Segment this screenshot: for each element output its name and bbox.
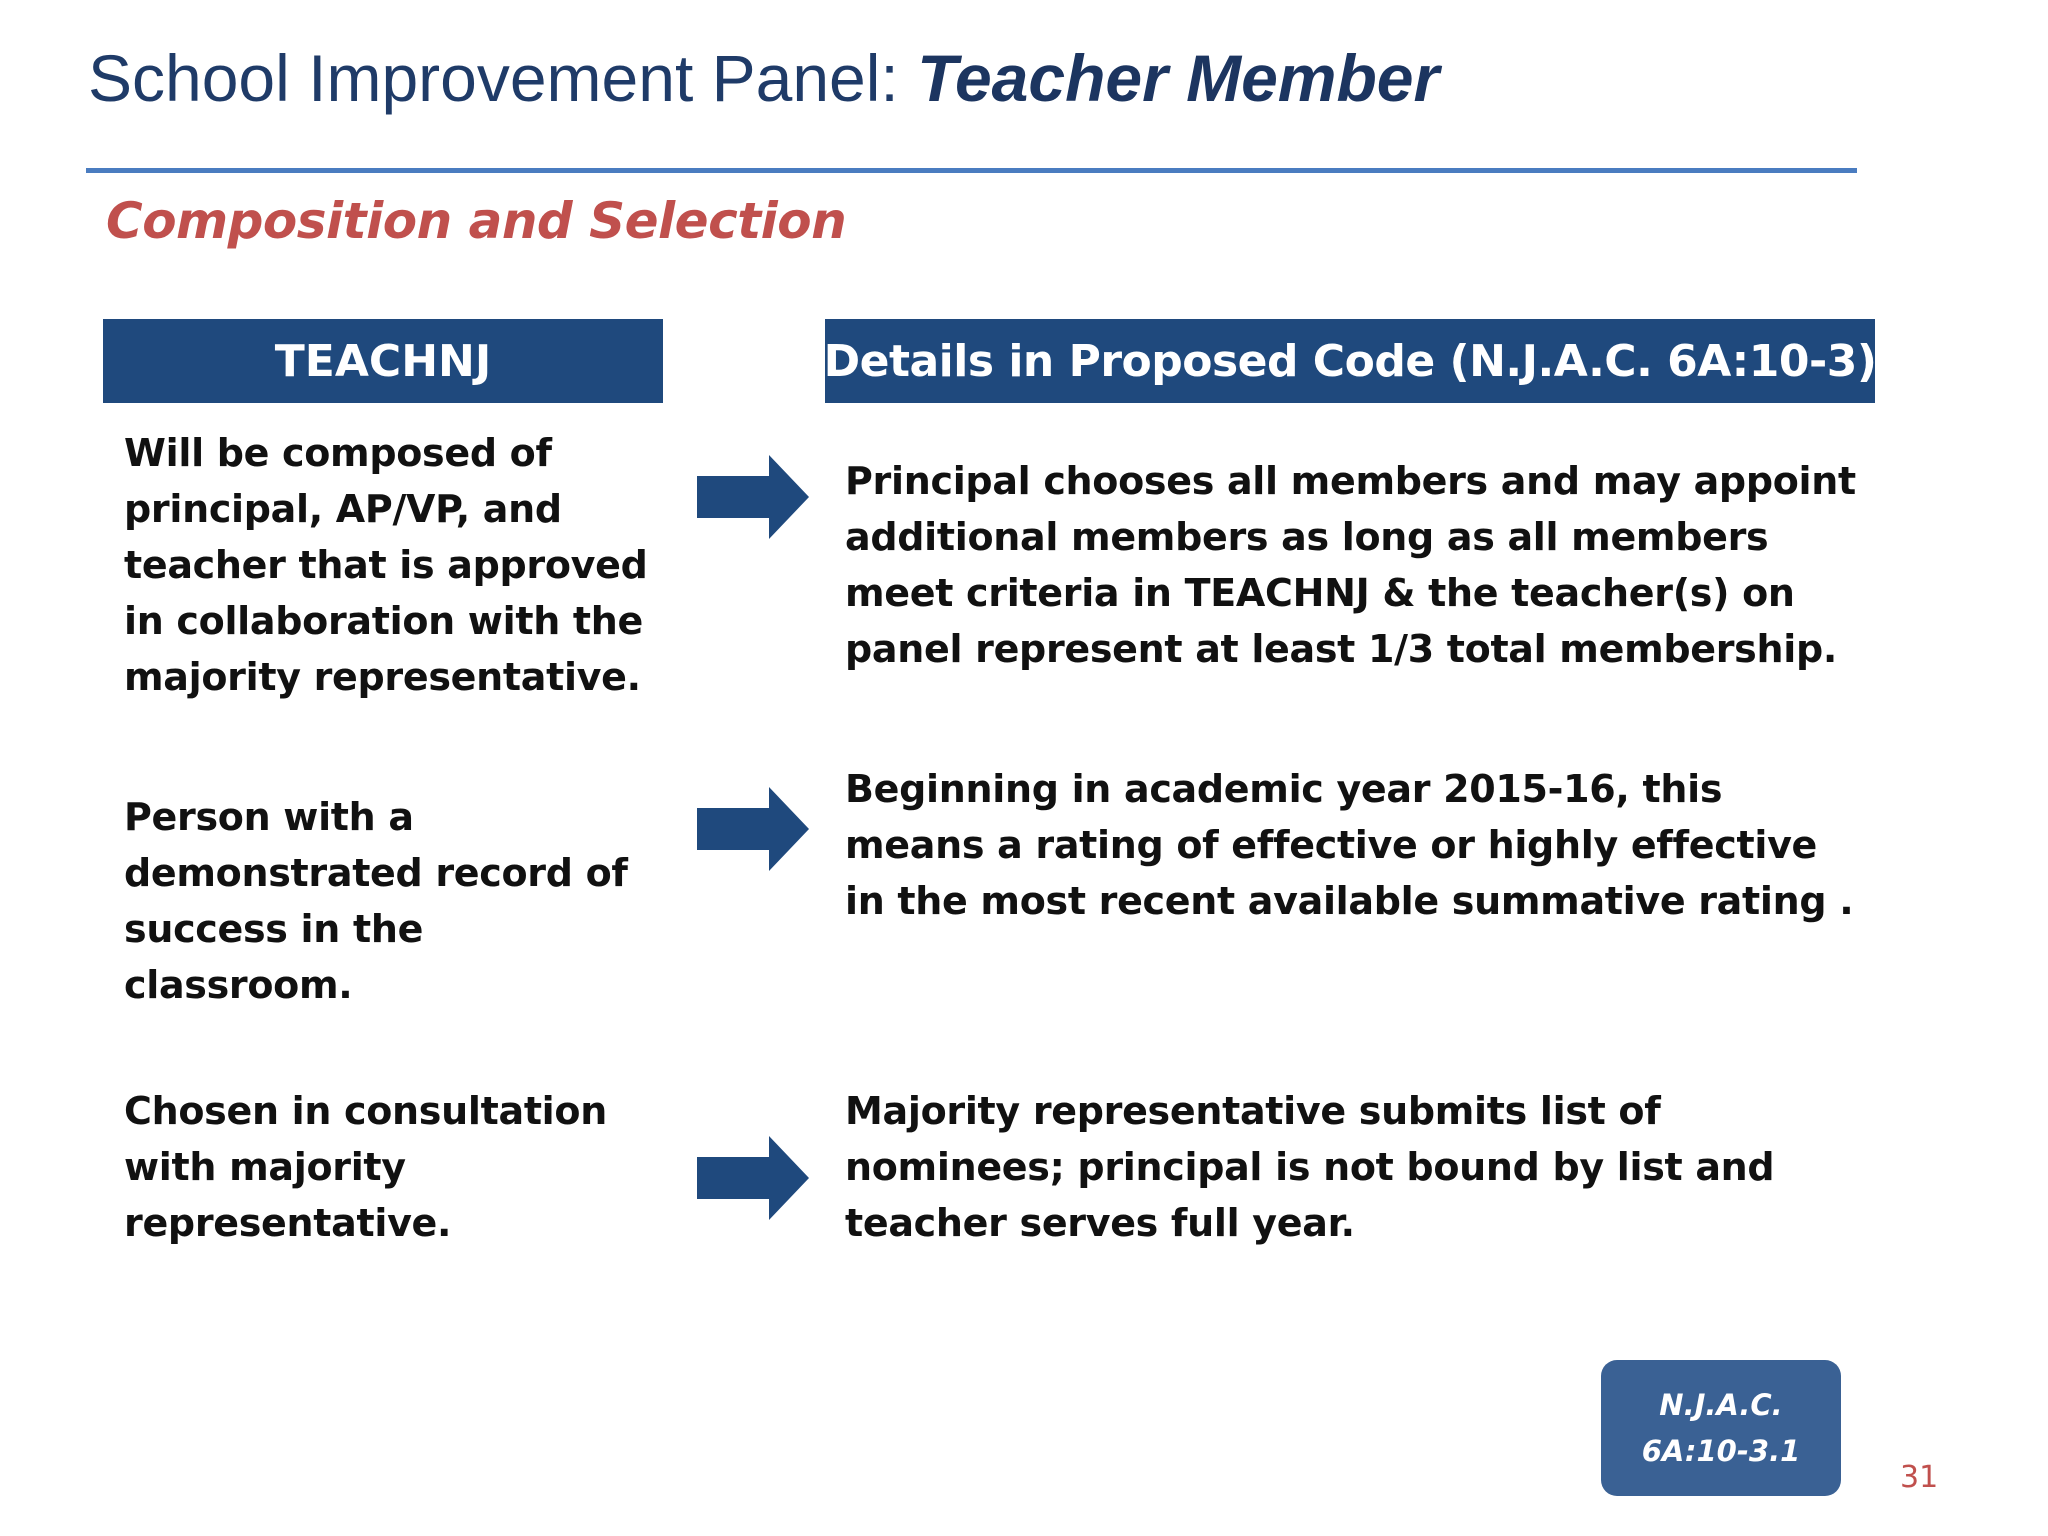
teachnj-row-1: Will be composed of principal, AP/VP, and teacher that is approved in collaboration with the majority representative. xyxy=(124,431,648,699)
slide-title-main: School Improvement Panel: xyxy=(88,41,918,115)
citation-badge xyxy=(1601,1360,1841,1496)
right-arrow-icon xyxy=(697,455,809,539)
citation-badge-line-2: 6A:10-3.1 xyxy=(1641,1434,1801,1468)
teachnj-column-header: TEACHNJ xyxy=(103,319,663,403)
details-row-3: Majority representative submits list of nominees; principal is not bound by list and teacher serves full year. xyxy=(845,1089,1775,1245)
details-row-1: Principal chooses all members and may appoint additional members as long as all members meet criteria in TEACHNJ & the teacher(s) on panel represent at least 1/3 total membership. xyxy=(845,459,1856,671)
teachnj-row-3: Chosen in consultation with majority representative. xyxy=(124,1089,607,1245)
page-number: 31 xyxy=(1900,1460,1939,1495)
slide-title-emphasis: Teacher Member xyxy=(917,41,1440,115)
slide-subtitle: Composition and Selection xyxy=(106,192,847,250)
slide-title xyxy=(88,40,1439,116)
proposed-code-column-header: Details in Proposed Code (N.J.A.C. 6A:10-3) xyxy=(825,319,1875,403)
details-row-2: Beginning in academic year 2015-16, this means a rating of effective or highly effective in the most recent available summative rating . xyxy=(845,767,1854,923)
right-arrow-icon xyxy=(697,1136,809,1220)
right-arrow-icon xyxy=(697,787,809,871)
title-divider xyxy=(86,168,1857,173)
citation-badge-line-1: N.J.A.C. xyxy=(1659,1388,1783,1422)
teachnj-row-2: Person with a demonstrated record of success in the classroom. xyxy=(124,795,628,1007)
